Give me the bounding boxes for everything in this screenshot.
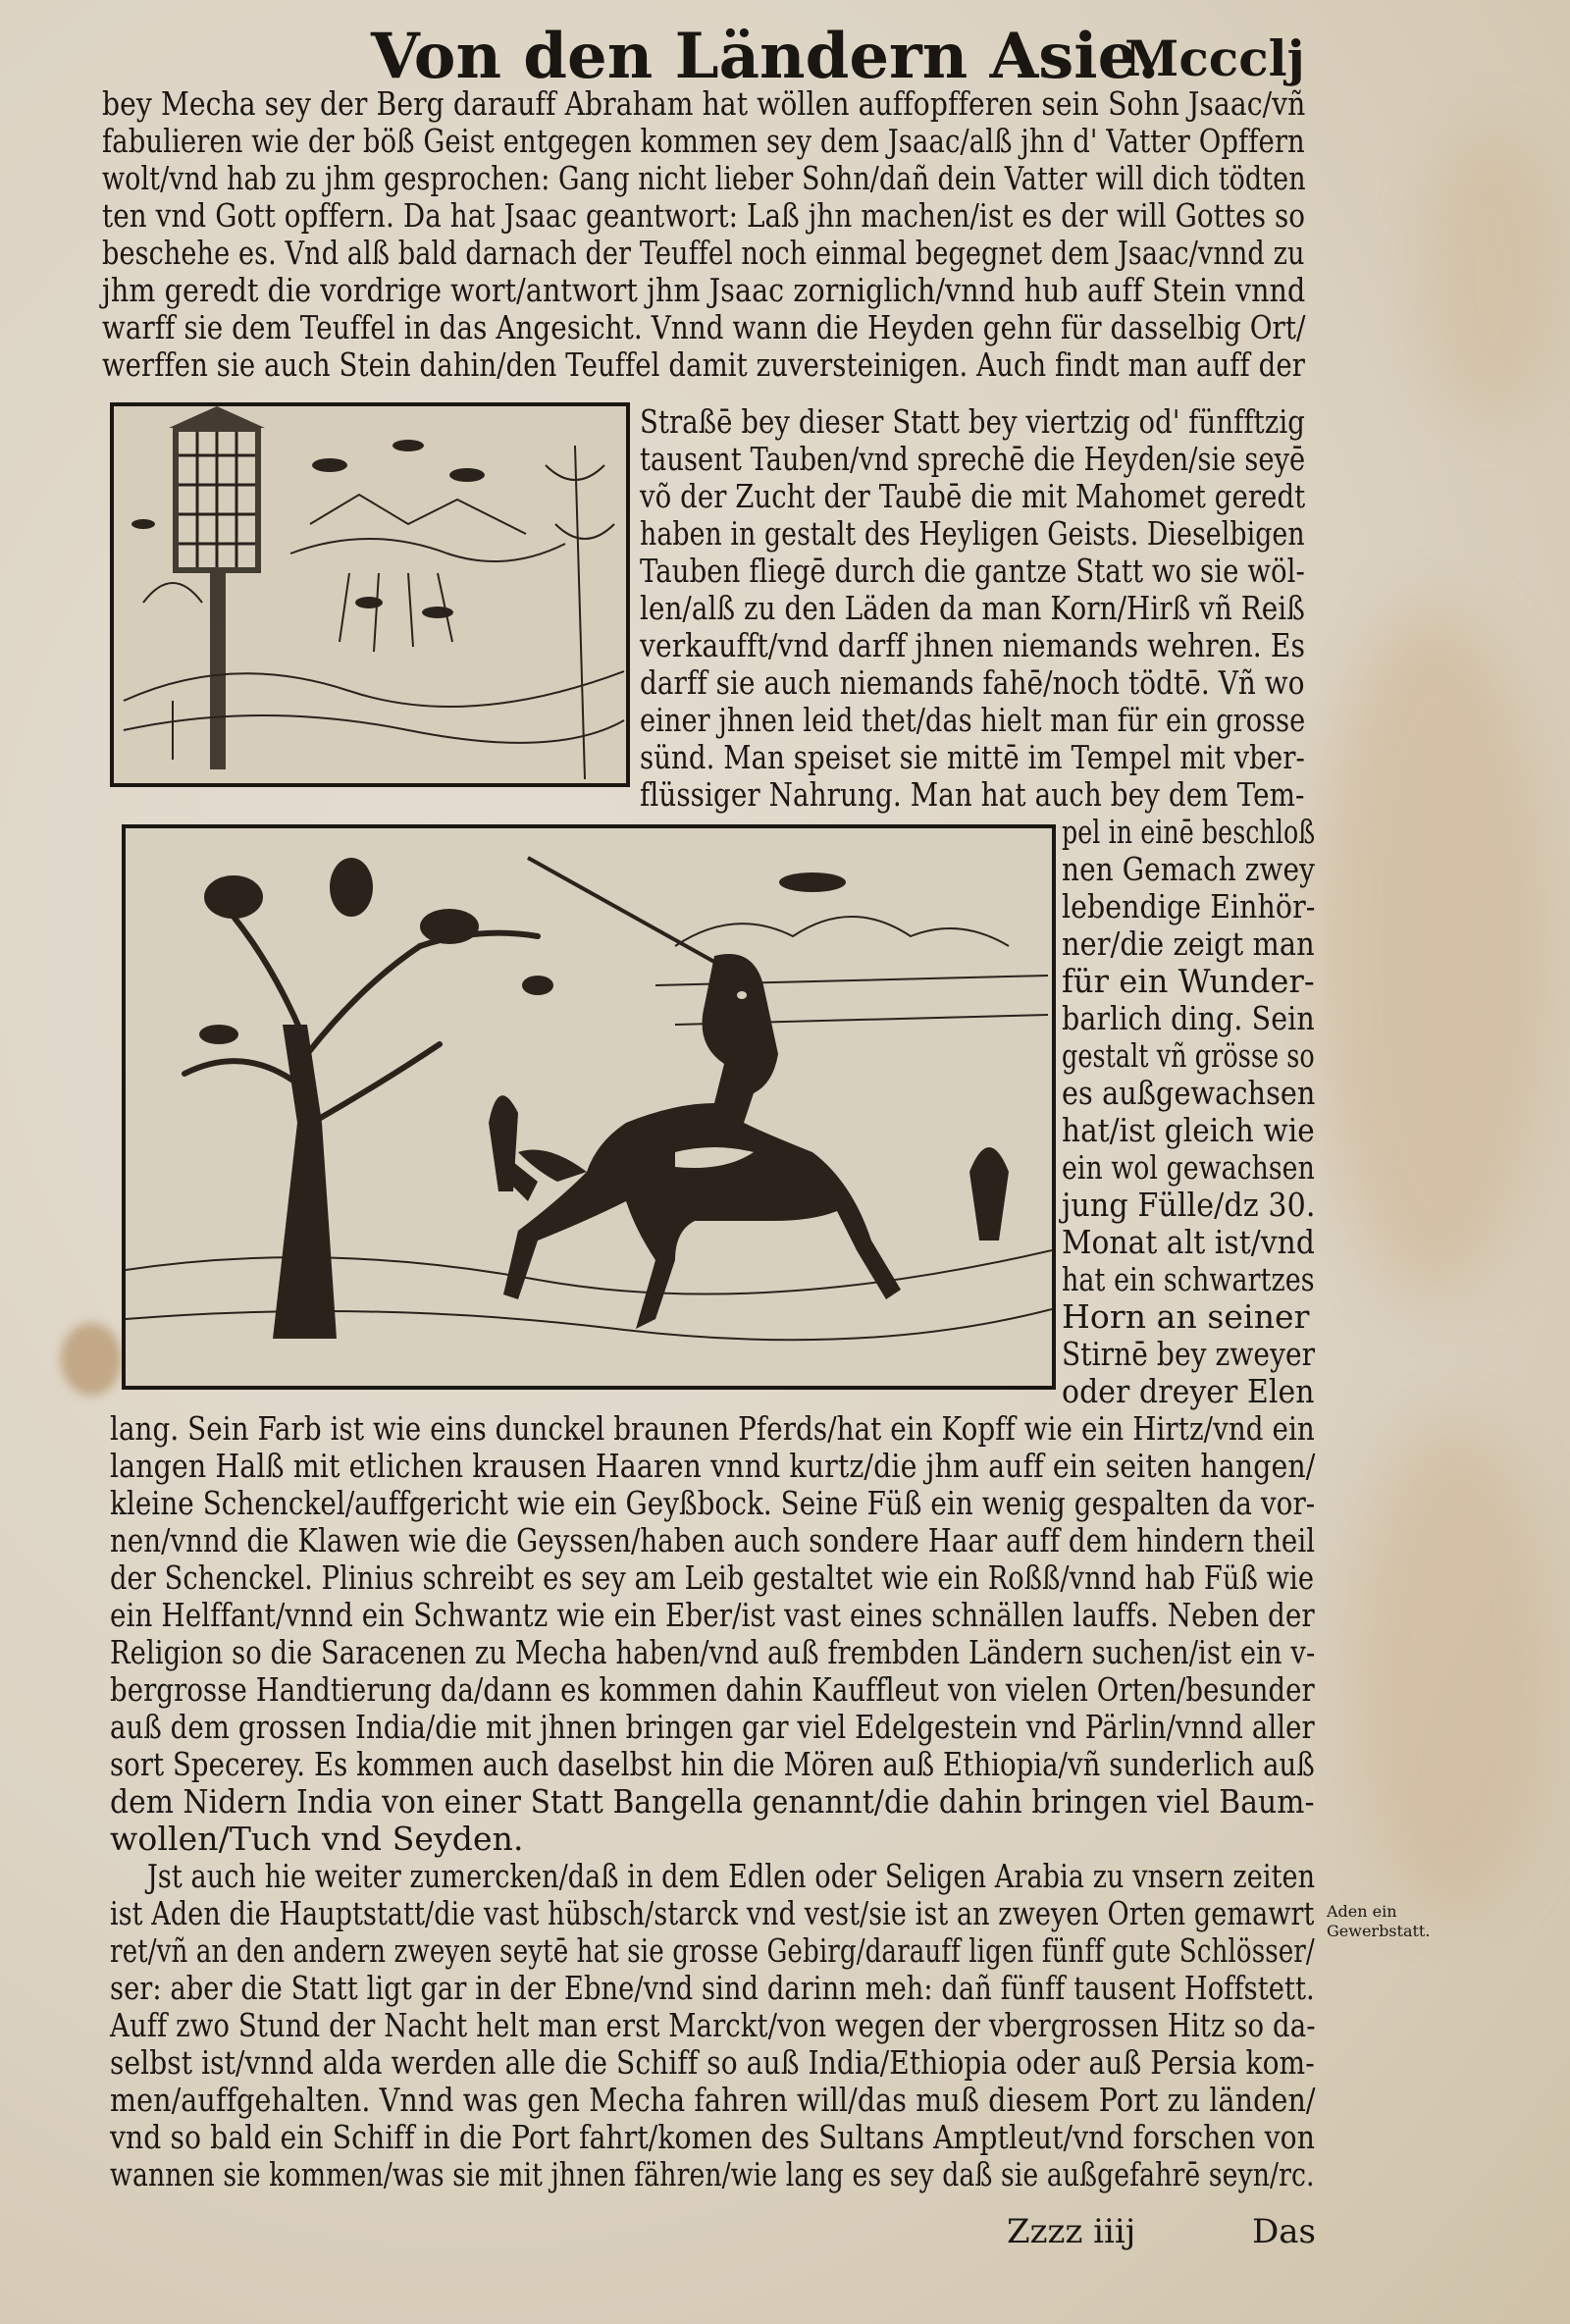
catchword: Das [1252, 2212, 1316, 2251]
running-header: Von den Ländern Asie. [371, 20, 1160, 93]
text-line: darff sie auch niemands fahē/noch tödtē. Vñ wo [640, 663, 1305, 702]
margin-note [1327, 1902, 1430, 1941]
text-line: einer jhnen leid thet/das hielt man für ein grosse [640, 701, 1306, 739]
foxing-stain [1354, 1423, 1550, 1914]
text-line: langen Halß mit etlichen krausen Haaren vnnd kurtz/die jhm auff ein seiten hangen/ [110, 1447, 1316, 1485]
text-line: auß dem grossen India/die mit jhnen bringen gar viel Edelgestein vnd Pärlin/vnnd aller [110, 1708, 1315, 1746]
text-line: sünd. Man speiset sie mittē im Tempel mit vber- [640, 738, 1305, 776]
text-line: vnd so bald ein Schiff in die Port fahrt/komen des Sultans Amptleut/vnd forschen von [110, 2118, 1315, 2156]
text-line: nen Gemach zwey [1062, 850, 1315, 888]
text-line: Auff zwo Stund der Nacht helt man erst Marckt/von wegen der vbergrossen Hitz so da- [110, 2006, 1316, 2044]
text-line: hat/ist gleich wie [1062, 1111, 1315, 1149]
text-line: tausent Tauben/vnd sprechē die Heyden/sie seyē [640, 440, 1306, 478]
margin-note-line: Aden ein [1327, 1902, 1397, 1921]
text-line: warff sie dem Teuffel in das Angesicht. Vnnd wann die Heyden gehn für dasselbig Ort/ [102, 308, 1306, 346]
text-line: Tauben fliegē durch die gantze Statt wo sie wöl- [640, 552, 1305, 590]
text-line: Stirnē bey zweyer [1062, 1335, 1316, 1373]
text-line: dem Nidern India von einer Statt Bangella genannt/die dahin bringen viel Baum- [110, 1782, 1315, 1821]
foxing-stain [1315, 608, 1550, 1295]
text-line: hat ein schwartzes [1062, 1260, 1315, 1298]
text-line: selbst ist/vnnd alda werden alle die Schiff so auß India/Ethiopia oder auß Persia kom- [110, 2043, 1315, 2082]
text-line: haben in gestalt des Heyligen Geists. Dieselbigen [640, 514, 1305, 553]
signature-mark: Zzzz iiij [1007, 2212, 1136, 2251]
text-line: lebendige Einhör- [1062, 887, 1316, 925]
text-line: ist Aden die Hauptstatt/die vast hübsch/starck vnd vest/sie ist an zweyen Orten gemawrt [110, 1894, 1315, 1932]
text-line: sort Specerey. Es kommen auch daselbst hin die Mören auß Ethiopia/vñ sunderlich auß [110, 1745, 1315, 1783]
text-line: für ein Wunder- [1062, 962, 1315, 1000]
text-line: wannen sie kommen/was sie mit jhnen fähren/wie lang es sey daß sie außgefahrē seyn/rc. [110, 2155, 1315, 2193]
dove-tower-illustration [114, 406, 626, 783]
text-line: bey Mecha sey der Berg darauff Abraham hat wöllen auffopfferen sein Sohn Jsaac/vñ [102, 84, 1306, 123]
dove-tower-woodcut [110, 402, 630, 787]
text-line: pel in einē beschloß [1062, 813, 1316, 851]
unicorn-illustration [126, 828, 1052, 1386]
text-line: lang. Sein Farb ist wie eins dunckel braunen Pferds/hat ein Kopff wie ein Hirtz/vnd ein [110, 1409, 1315, 1448]
text-line: men/auffgehalten. Vnnd was gen Mecha fahren will/das muß diesem Port zu länden/ [110, 2081, 1316, 2119]
text-line: wollen/Tuch vnd Seyden. [110, 1820, 524, 1858]
text-line: oder dreyer Elen [1062, 1372, 1315, 1410]
text-line: fabulieren wie der böß Geist entgegen kommen sey dem Jsaac/alß jhn d' Vatter Opffern [102, 122, 1305, 160]
text-line: es außgewachsen [1062, 1074, 1316, 1112]
text-line: Jst auch hie weiter zumercken/daß in dem Edlen oder Seligen Arabia zu vnsern zeiten [147, 1857, 1316, 1895]
text-line: Religion so die Saracenen zu Mecha haben/vnd auß frembden Ländern suchen/ist ein v- [110, 1633, 1316, 1671]
text-line: võ der Zucht der Taubē die mit Mahomet geredt [640, 477, 1306, 515]
text-line: verkaufft/vnd darff jhnen niemands wehren. Es [640, 626, 1306, 664]
text-line: jhm geredt die vordrige wort/antwort jhm Jsaac zorniglich/vnnd hub auff Stein vnnd [102, 271, 1306, 309]
text-line: flüssiger Nahrung. Man hat auch bey dem Tem- [640, 775, 1305, 814]
text-line: ten vnd Gott opffern. Da hat Jsaac geantwort: Laß jhn machen/ist es der will Gottes so [102, 196, 1306, 235]
text-line: werffen sie auch Stein dahin/den Teuffel damit zuversteinigen. Auch findt man auff der [102, 345, 1305, 384]
margin-note-line: Gewerbstatt. [1327, 1922, 1431, 1940]
unicorn-woodcut [122, 824, 1056, 1390]
water-stain [61, 1323, 122, 1396]
text-line: Monat alt ist/vnd [1062, 1223, 1315, 1261]
text-line: ein wol gewachsen [1062, 1148, 1315, 1187]
text-line: ein Helffant/vnnd ein Schwantz wie ein Eber/ist vast eines schnällen lauffs. Neben der [110, 1596, 1315, 1634]
text-line: kleine Schenckel/auffgericht wie ein Geyßbock. Seine Füß ein wenig gespalten da vor- [110, 1484, 1316, 1522]
text-line: jung Fülle/dz 30. [1062, 1186, 1316, 1224]
foxing-stain [1423, 128, 1560, 422]
text-line: Horn an seiner [1062, 1297, 1310, 1336]
text-line: len/alß zu den Läden da man Korn/Hirß vñ Reiß [640, 589, 1305, 627]
text-line: bergrosse Handtierung da/dann es kommen dahin Kauffleut von vielen Orten/besunder [110, 1670, 1315, 1709]
folio-number: Mccclj [1125, 29, 1305, 87]
text-line: beschehe es. Vnd alß bald darnach der Teuffel noch einmal begegnet dem Jsaac/vnnd zu [102, 234, 1305, 272]
text-line: ser: aber die Statt ligt gar in der Ebne/vnd sind darinn meh: dañ fünff tausent Hoffstett. [110, 1969, 1315, 2007]
text-line: Straßē bey dieser Statt bey viertzig od' fünfftzig [640, 402, 1305, 441]
text-line: wolt/vnd hab zu jhm gesprochen: Gang nicht lieber Sohn/dañ dein Vatter will dich tödten [102, 159, 1306, 197]
text-line: nen/vnnd die Klawen wie die Geyssen/haben auch sondere Haar auff dem hindern theil [110, 1521, 1316, 1559]
text-line: der Schenckel. Plinius schreibt es sey am Leib gestaltet wie ein Roßß/vnnd hab Füß wie [110, 1558, 1315, 1597]
text-line: ner/die zeigt man [1062, 924, 1315, 963]
text-line: ret/vñ an den andern zweyen seytē hat sie grosse Gebirg/darauff ligen fünff gute Schlösser/ [110, 1931, 1315, 1970]
text-line: barlich ding. Sein [1062, 999, 1315, 1037]
text-line: gestalt vñ grösse so [1062, 1036, 1315, 1075]
